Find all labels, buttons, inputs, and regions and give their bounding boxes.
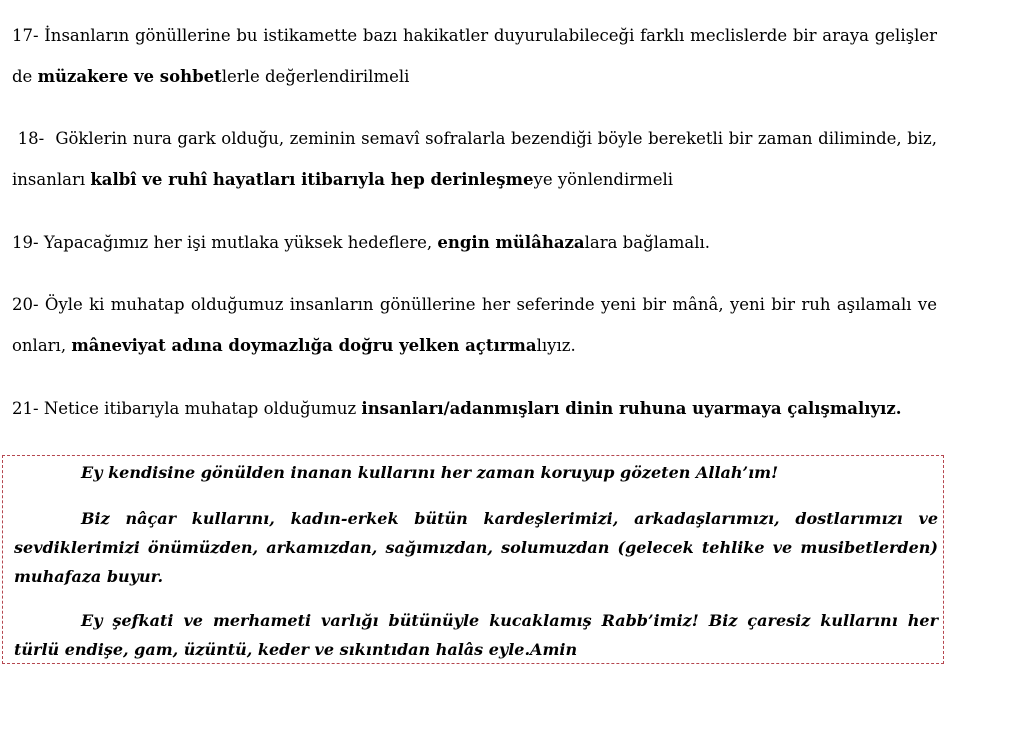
item-20-bold: mâneviyat adına doymazlığa doğru yelken açtırma	[71, 336, 537, 355]
item-17-text-end: lerle değerlendirilmeli	[221, 67, 410, 86]
item-18	[12, 118, 943, 200]
item-18-text-end: ye yönlendirmeli	[533, 170, 674, 189]
item-21	[12, 388, 937, 429]
prayer-line-1: Ey kendisine gönülden inanan kullarını her zaman koruyup gözeten Allah’ım!	[81, 463, 779, 482]
item-21-bold: insanları/adanmışları dinin ruhuna uyarmaya çalışmalıyız.	[361, 399, 902, 418]
item-18-text: 18- Göklerin nura gark olduğu, zeminin semavî sofralarla bezendiği böyle bereketli bir zaman diliminde, biz, insanları	[12, 129, 943, 189]
prayer-line-2: Biz nâçar kullarını, kadın-erkek bütün kardeşlerimizi, arkadaşlarımızı, dostlarımızı ve sevdiklerimizi önümüzden, arkamızdan, sağımızdan, solumuzdan (gelecek tehlike ve musibetlerden) muhafaza buyur.	[14, 509, 938, 586]
item-17	[12, 15, 937, 97]
prayer-line-3: Ey şefkati ve merhameti varlığı bütünüyle kucaklamış Rabb’imiz! Biz çaresiz kullarını her türlü endişe, gam, üzüntü, keder ve sıkıntıdan halâs eyle.Amin	[14, 611, 938, 659]
item-20-text-end: lıyız.	[536, 336, 576, 355]
item-20-text: 20- Öyle ki muhatap olduğumuz insanların gönüllerine her seferinde yeni bir mânâ, yeni bir ruh aşılamalı ve onları,	[12, 295, 937, 355]
item-18-bold: kalbî ve ruhî hayatları itibarıyla hep derinleşme	[90, 170, 534, 189]
item-19-bold: engin mülâhaza	[437, 233, 585, 252]
item-19-text-end: lara bağlamalı.	[584, 233, 711, 252]
item-20	[12, 284, 937, 366]
item-19-text: 19- Yapacağımız her işi mutlaka yüksek hedeflere,	[12, 233, 438, 252]
item-21-text: 21- Netice itibarıyla muhatap olduğumuz	[12, 399, 362, 418]
prayer-box	[2, 455, 944, 664]
item-17-bold: müzakere ve sohbet	[37, 67, 222, 86]
item-19	[12, 222, 937, 263]
item-17-text: 17- İnsanların gönüllerine bu istikamette bazı hakikatler duyurulabileceği farklı meclislerde bir araya gelişler de	[12, 26, 937, 86]
